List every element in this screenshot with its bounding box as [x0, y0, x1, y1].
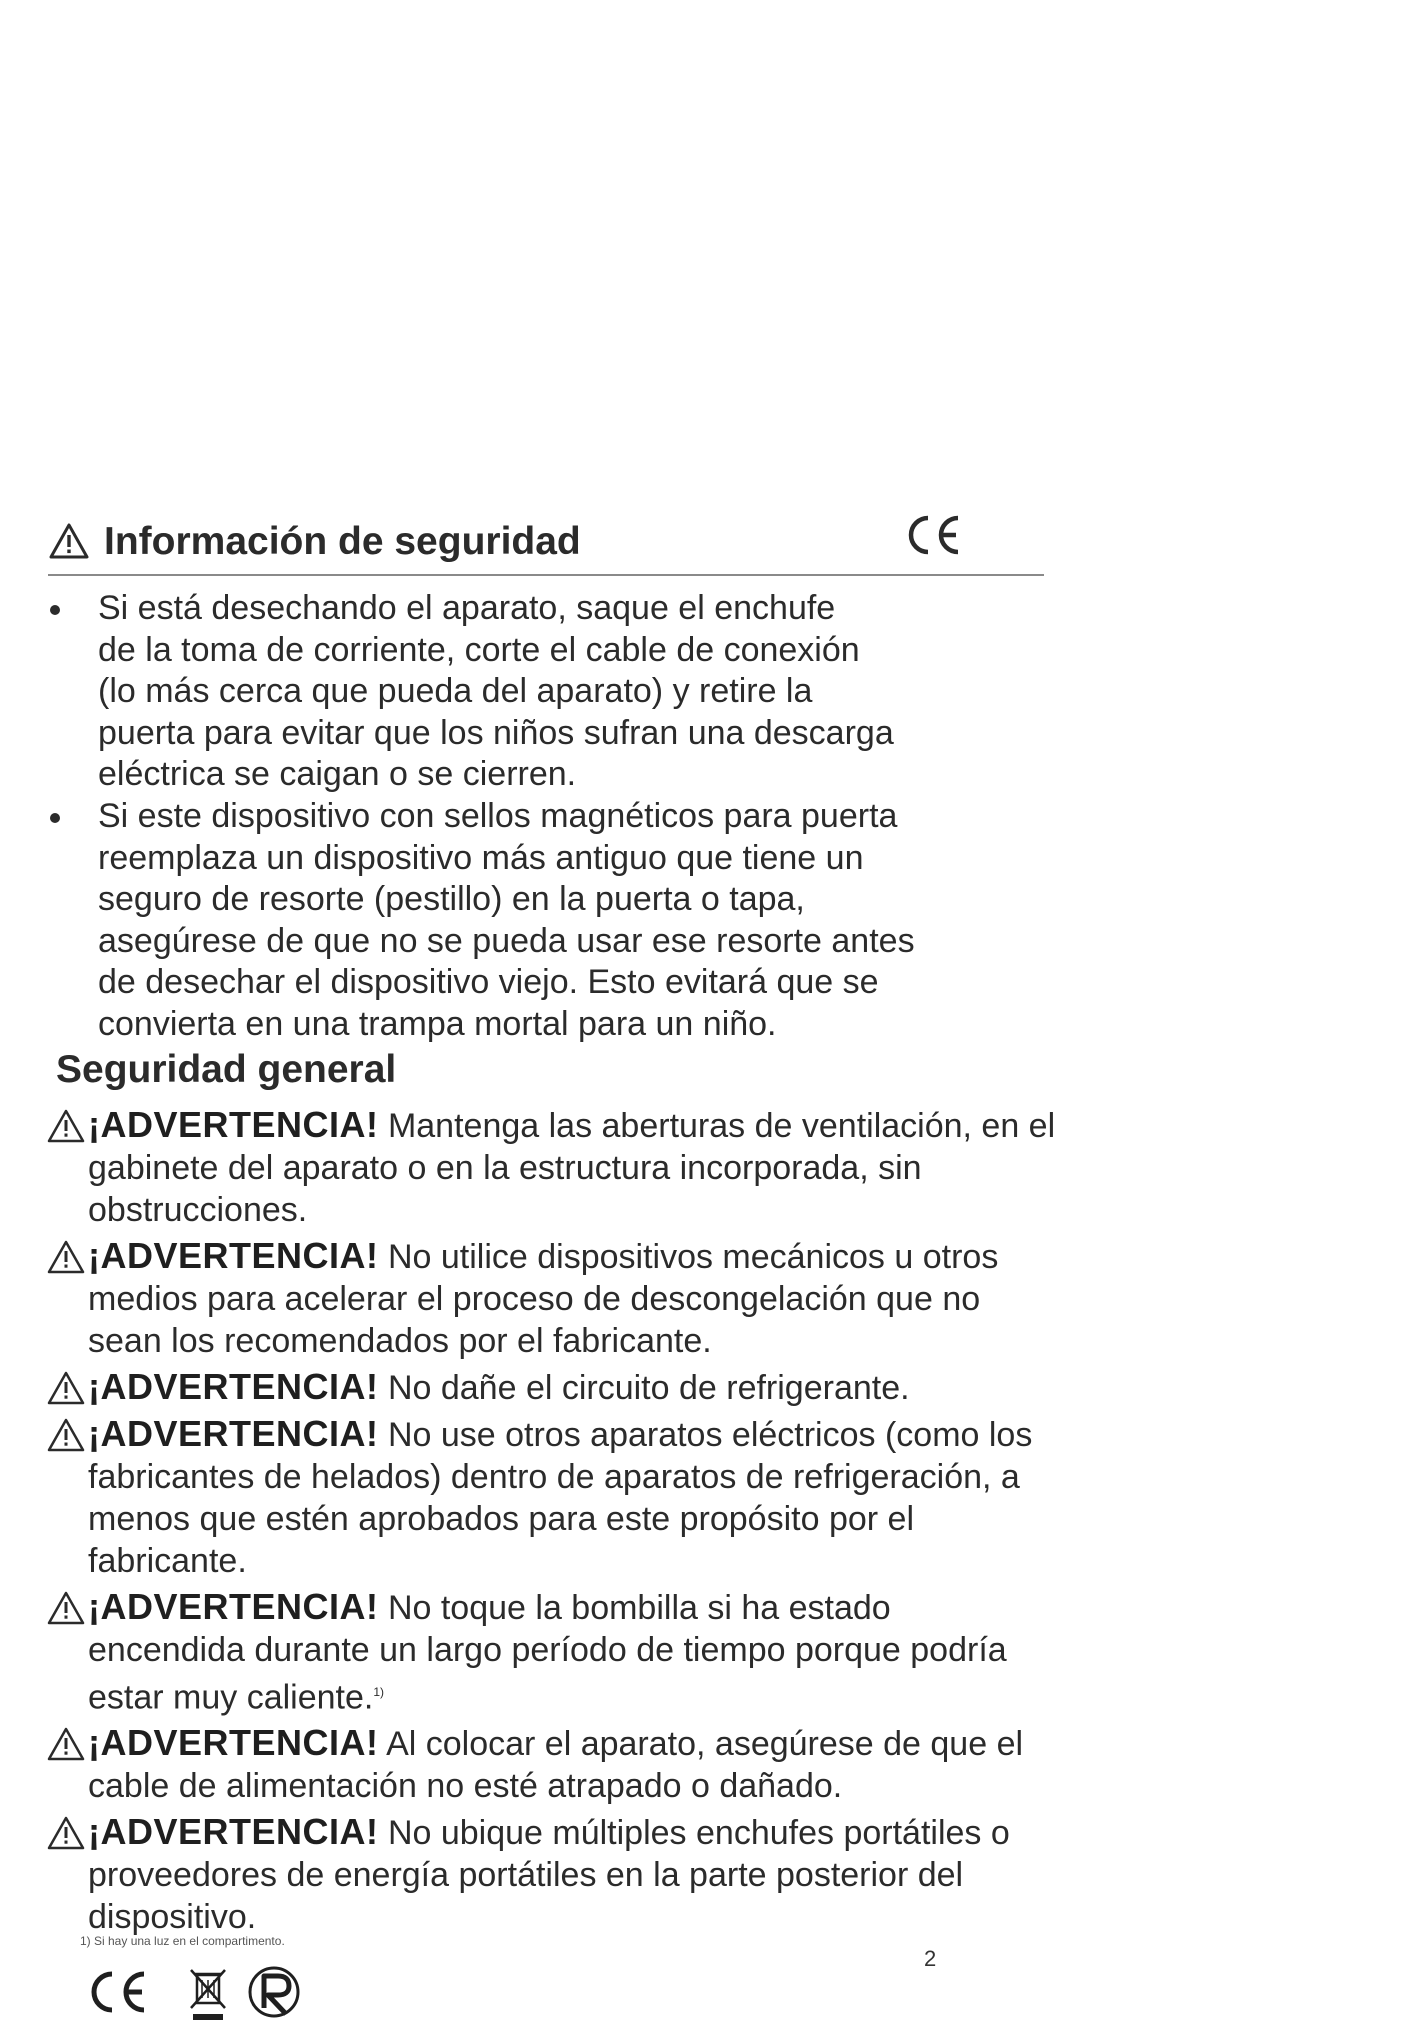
warning-lead: ¡ADVERTENCIA!	[88, 1811, 379, 1853]
warning-text: No ubique múltiples enchufes portátiles o proveedores de energía portátiles en la parte posterior del dispositivo.	[88, 1814, 1010, 1937]
footnote-marker: 1)	[373, 1685, 385, 1699]
warning-text: No utilice dispositivos mecánicos u otros medios para acelerar el proceso de descongelación que no sean los recomendados por el fabricante.	[88, 1238, 999, 1360]
bullet-dot	[50, 605, 60, 615]
certification-marks	[82, 1960, 322, 2030]
warning-lead: ¡ADVERTENCIA!	[88, 1235, 379, 1276]
list-item	[48, 588, 1048, 796]
warning-text: No toque la bombilla si ha estado encendida durante un largo período de tiempo porque podría estar muy caliente.	[88, 1589, 1007, 1717]
disposal-bullet-list	[48, 588, 1048, 1046]
warning-triangle-icon	[46, 1815, 86, 1851]
warning-triangle-icon	[46, 1370, 86, 1406]
warning-lead: ¡ADVERTENCIA!	[88, 1104, 379, 1145]
warning-text: Mantenga las aberturas de ventilación, en el gabinete del aparato o en la estructura incorporada, sin obstrucciones.	[88, 1107, 1056, 1229]
warning-triangle-icon	[46, 1239, 86, 1275]
warning-item	[46, 1811, 1056, 1938]
warning-lead: ¡ADVERTENCIA!	[88, 1413, 379, 1454]
list-item	[48, 796, 1048, 1046]
warning-item	[46, 1235, 1056, 1362]
crossed-bin-icon	[191, 1970, 225, 2020]
warning-lead: ¡ADVERTENCIA!	[88, 1722, 379, 1764]
warning-text: No use otros aparatos eléctricos (como los fabricantes de helados) dentro de aparatos de refrigeración, a menos que estén aprobados para este propósito por el fabricante.	[88, 1416, 1033, 1580]
warning-item	[46, 1104, 1056, 1231]
warning-triangle-icon	[48, 522, 90, 560]
warning-item	[46, 1413, 1056, 1582]
section-heading: Seguridad general	[56, 1048, 397, 1091]
ce-mark-icon	[94, 1974, 144, 2010]
warning-item	[46, 1586, 1056, 1718]
section-header	[48, 508, 1044, 576]
ce-mark-icon	[902, 512, 964, 558]
bullet-text: Si está desechando el aparato, saque el enchufe de la toma de corriente, corte el cable de conexión (lo más cerca que pueda del aparato) y retire la puerta para evitar que los niños sufran una descarga eléctrica se caigan o se cierren.	[98, 589, 894, 794]
warning-triangle-icon	[46, 1590, 86, 1626]
warning-triangle-icon	[46, 1108, 86, 1144]
bullet-dot	[50, 813, 60, 823]
warning-item	[46, 1366, 1056, 1409]
footnote: 1) Si hay una luz en el compartimento.	[80, 1934, 285, 1948]
warning-text: Al colocar el aparato, asegúrese de que el cable de alimentación no esté atrapado o dañado.	[88, 1725, 1024, 1806]
page-title: Información de seguridad	[104, 520, 581, 563]
r-certification-icon	[250, 1968, 298, 2016]
warning-item	[46, 1722, 1056, 1807]
bullet-text: Si este dispositivo con sellos magnéticos para puerta reemplaza un dispositivo más antiguo que tiene un seguro de resorte (pestillo) en la puerta o tapa, asegúrese de que no se pueda usar ese resorte antes de desechar el dispositivo viejo. Esto evitará que se convierta en una trampa mortal para un niño.	[98, 796, 915, 1043]
warning-triangle-icon	[46, 1726, 86, 1762]
page-number: 2	[924, 1946, 937, 1971]
warning-lead: ¡ADVERTENCIA!	[88, 1366, 379, 1407]
warning-text: No dañe el circuito de refrigerante.	[378, 1369, 910, 1407]
warning-list	[46, 1104, 1056, 1942]
warning-lead: ¡ADVERTENCIA!	[88, 1586, 379, 1627]
warning-triangle-icon	[46, 1417, 86, 1453]
